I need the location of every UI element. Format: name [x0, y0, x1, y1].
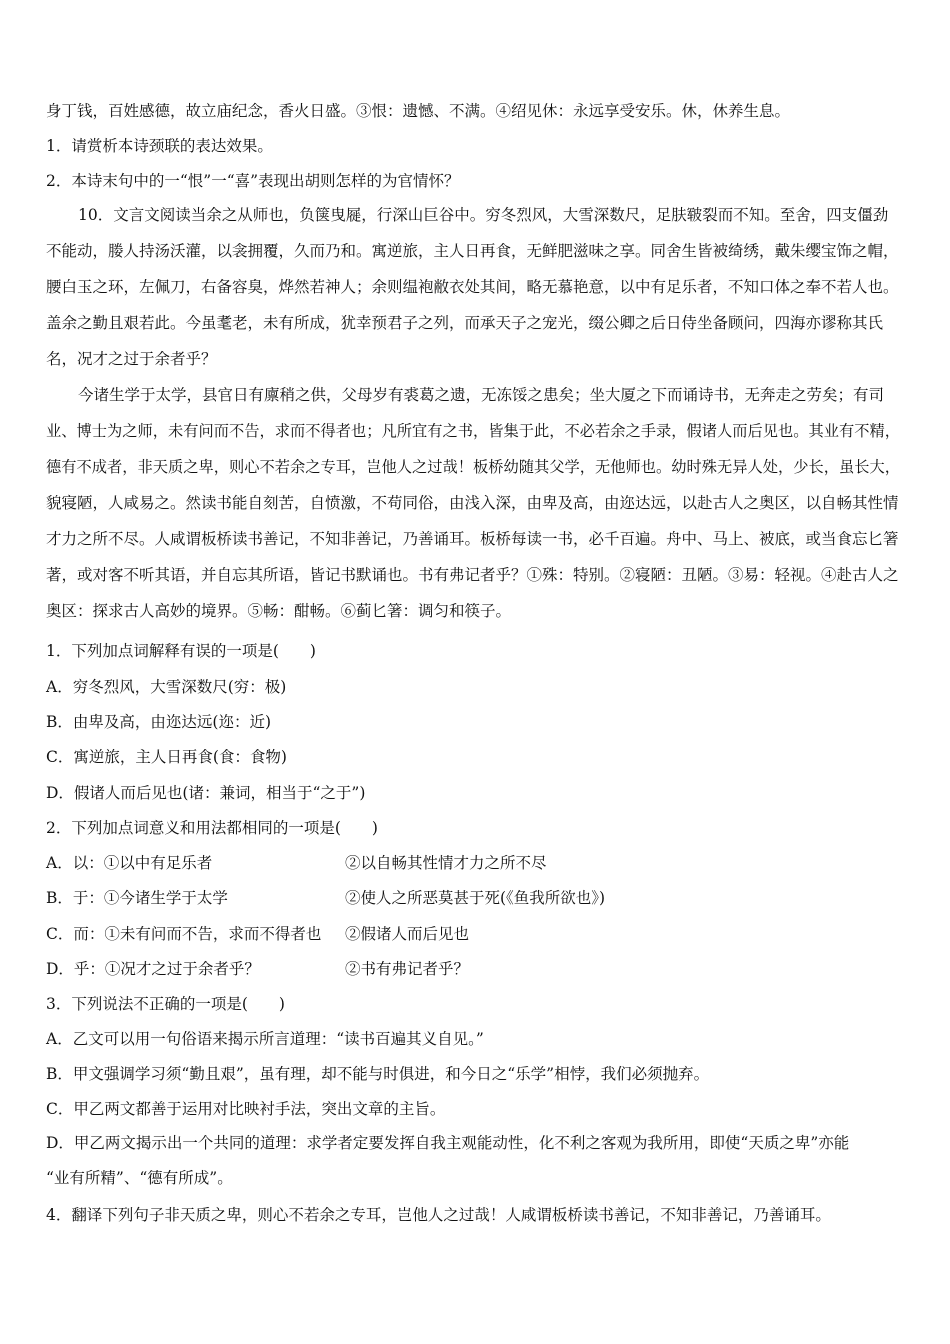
- option-d-right: ②书有弗记者乎？: [345, 960, 470, 978]
- option-a: A．乙文可以用一句俗语来揭示所言道理：“读书百遍其义自见。”: [46, 1030, 484, 1048]
- question-1-stem: 1．下列加点词解释有误的一项是( ): [46, 642, 316, 660]
- passage-line: 盖余之勤且艰若此。今虽耄老，未有所成，犹幸预君子之列，而承天子之宠光，缀公卿之后日侍坐备顾问，四海亦谬称其氏: [46, 314, 884, 332]
- passage-line: 10．文言文阅读当余之从师也，负箧曳屣，行深山巨谷中。穷冬烈风，大雪深数尺，足肤皲裂而不知。至舍，四支僵劲: [78, 206, 889, 224]
- question-3-stem: 3．下列说法不正确的一项是( ): [46, 995, 285, 1013]
- passage-line: 今诸生学于太学，县官日有廪稍之供，父母岁有裘葛之遗，无冻馁之患矣；坐大厦之下而诵诗书，无奔走之劳矣；有司: [78, 386, 885, 404]
- option-b-left: B．于：①今诸生学于太学: [46, 889, 228, 907]
- option-d: D．假诸人而后见也(诸：兼词，相当于“之于”): [46, 784, 366, 802]
- option-c-left: C．而：①未有问而不告，求而不得者也: [46, 925, 322, 943]
- passage-line: 名，况才之过于余者乎？: [46, 350, 217, 368]
- option-d-left: D．乎：①况才之过于余者乎？: [46, 960, 260, 978]
- passage-line: 腰白玉之环，左佩刀，右备容臭，烨然若神人；余则缊袍敝衣处其间，略无慕艳意，以中有足乐者，不知口体之奉不若人也。: [46, 278, 899, 296]
- passage-line: 业、博士为之师，未有问而不告，求而不得者也；凡所宜有之书，皆集于此，不必若余之手录，假诸人而后见也。其业有不精，: [46, 422, 900, 440]
- poem-question-1: 1．请赏析本诗颈联的表达效果。: [46, 137, 273, 155]
- option-a: A．穷冬烈风，大雪深数尺(穷：极): [46, 678, 287, 696]
- option-d-continued: “业有所精”、“德有所成”。: [46, 1169, 233, 1187]
- passage-line: 貌寝陋，人咸易之。然读书能自刻苦，自愤激，不苟同俗，由浅入深，由卑及高，由迩达远，以赴古人之奥区，以自畅其性情: [46, 494, 899, 512]
- question-4-stem: 4．翻译下列句子非天质之卑，则心不若余之专耳，岂他人之过哉！人咸谓板桥读书善记，不知非善记，乃善诵耳。: [46, 1206, 831, 1224]
- option-c-right: ②假诸人而后见也: [345, 925, 470, 943]
- option-b: B．由卑及高，由迩达远(迩：近): [46, 713, 271, 731]
- passage-line: 不能动，媵人持汤沃灌，以衾拥覆，久而乃和。寓逆旅，主人日再食，无鲜肥滋味之享。同舍生皆被绮绣，戴朱缨宝饰之帽，: [46, 242, 899, 260]
- annotation-continued: 身丁钱，百姓感德，故立庙纪念，香火日盛。③恨：遗憾、不满。④绍见休：永远享受安乐。休，休养生息。: [46, 102, 791, 120]
- option-a-left: A．以：①以中有足乐者: [46, 854, 213, 872]
- option-a-right: ②以自畅其性情才力之所不尽: [345, 854, 547, 872]
- passage-line: 著，或对客不听其语，并自忘其所语，皆记书默诵也。书有弗记者乎？①殊：特别。②寝陋：丑陋。③易：轻视。④赴古人之: [46, 566, 899, 584]
- passage-line: 德有不成者，非天质之卑，则心不若余之专耳，岂他人之过哉！板桥幼随其父学，无他师也。幼时殊无异人处，少长，虽长大，: [46, 458, 900, 476]
- passage-line: 奥区：探求古人高妙的境界。⑤畅：酣畅。⑥蓟匕箸：调匀和筷子。: [46, 602, 512, 620]
- option-b: B．甲文强调学习须“勤且艰”，虽有理，却不能与时俱进，和今日之“乐学”相悖，我们必须抛弃。: [46, 1065, 710, 1083]
- poem-question-2: 2．本诗末句中的一“恨”一“喜”表现出胡则怎样的为官情怀？: [46, 172, 460, 190]
- option-b-right: ②使人之所恶莫甚于死(《鱼我所欲也》): [345, 889, 606, 907]
- option-c: C．寓逆旅，主人日再食(食：食物): [46, 748, 287, 766]
- option-d: D．甲乙两文揭示出一个共同的道理：求学者定要发挥自我主观能动性，化不利之客观为我所用，即使“天质之卑”亦能: [46, 1134, 850, 1152]
- option-c: C．甲乙两文都善于运用对比映衬手法，突出文章的主旨。: [46, 1100, 446, 1118]
- passage-line: 才力之所不尽。人咸谓板桥读书善记，不知非善记，乃善诵耳。板桥每读一书，必千百遍。舟中、马上、被底，或当食忘匕箸: [46, 530, 899, 548]
- question-2-stem: 2．下列加点词意义和用法都相同的一项是( ): [46, 819, 378, 837]
